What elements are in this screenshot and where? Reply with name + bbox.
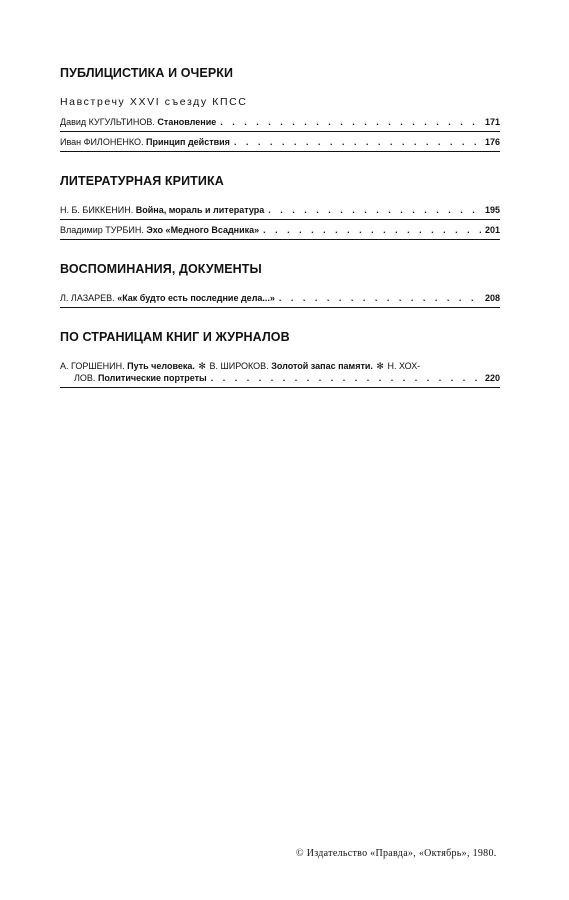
entry-page-number: 171 <box>484 117 500 127</box>
section-title: ЛИТЕРАТУРНАЯ КРИТИКА <box>60 174 224 188</box>
toc-entry[interactable] <box>60 204 500 220</box>
entry-page-number: 176 <box>484 137 500 147</box>
asterisk-separator-icon: ✻ <box>376 361 384 371</box>
entry-author: Иван ФИЛОНЕНКО. <box>60 137 144 147</box>
entry-title: Золотой запас памяти. <box>271 361 373 371</box>
toc-entry[interactable] <box>60 360 500 388</box>
table-of-contents <box>60 66 500 410</box>
entry-author: Владимир ТУРБИН. <box>60 225 144 235</box>
section-title: ПО СТРАНИЦАМ КНИГ И ЖУРНАЛОВ <box>60 330 290 344</box>
entry-title: Становление <box>157 117 217 127</box>
entry-title: Политические портреты <box>97 373 207 383</box>
entry-page-number: 195 <box>484 205 500 215</box>
entry-title: Принцип действия <box>146 137 230 147</box>
entry-author: Н. ХОХ- <box>387 361 421 371</box>
toc-entry[interactable] <box>60 220 500 240</box>
copyright-notice: © Издательство «Правда», «Октябрь», 1980. <box>296 848 497 859</box>
entry-title: «Как будто есть последние дела...» <box>117 293 275 303</box>
dot-leader <box>279 292 481 304</box>
section-title: ВОСПОМИНАНИЯ, ДОКУМЕНТЫ <box>60 262 262 276</box>
entry-page-number: 208 <box>484 293 500 303</box>
section-title: ПУБЛИЦИСТИКА И ОЧЕРКИ <box>60 66 234 80</box>
entry-author: ЛОВ. <box>74 373 96 383</box>
asterisk-separator-icon: ✻ <box>198 361 206 371</box>
dot-leader <box>263 224 481 236</box>
entry-author: Н. Б. БИККЕНИН. <box>60 205 134 215</box>
entry-title: Война, мораль и литература <box>135 205 265 215</box>
entry-title: Эхо «Медного Всадника» <box>146 225 260 235</box>
entry-author: А. ГОРШЕНИН. <box>60 361 125 371</box>
entry-page-number: 201 <box>484 225 500 235</box>
dot-leader <box>211 372 481 384</box>
entry-page-number: 220 <box>484 373 500 383</box>
toc-entry[interactable] <box>60 116 500 132</box>
dot-leader <box>234 136 481 148</box>
toc-section-publicistics <box>60 66 500 152</box>
section-subheading: Навстречу XXVI съезду КПСС <box>60 96 248 108</box>
dot-leader <box>220 116 481 128</box>
toc-entry[interactable] <box>60 292 500 308</box>
entry-title: Путь человека. <box>127 361 195 371</box>
toc-section-literary-criticism <box>60 174 500 240</box>
entry-author: Л. ЛАЗАРЕВ. <box>60 293 115 303</box>
entry-author: В. ШИРОКОВ. <box>209 361 269 371</box>
toc-section-memoirs <box>60 262 500 308</box>
entry-author: Давид КУГУЛЬТИНОВ. <box>60 117 155 127</box>
toc-entry[interactable] <box>60 132 500 152</box>
dot-leader <box>268 204 481 216</box>
toc-section-books-and-journals <box>60 330 500 388</box>
